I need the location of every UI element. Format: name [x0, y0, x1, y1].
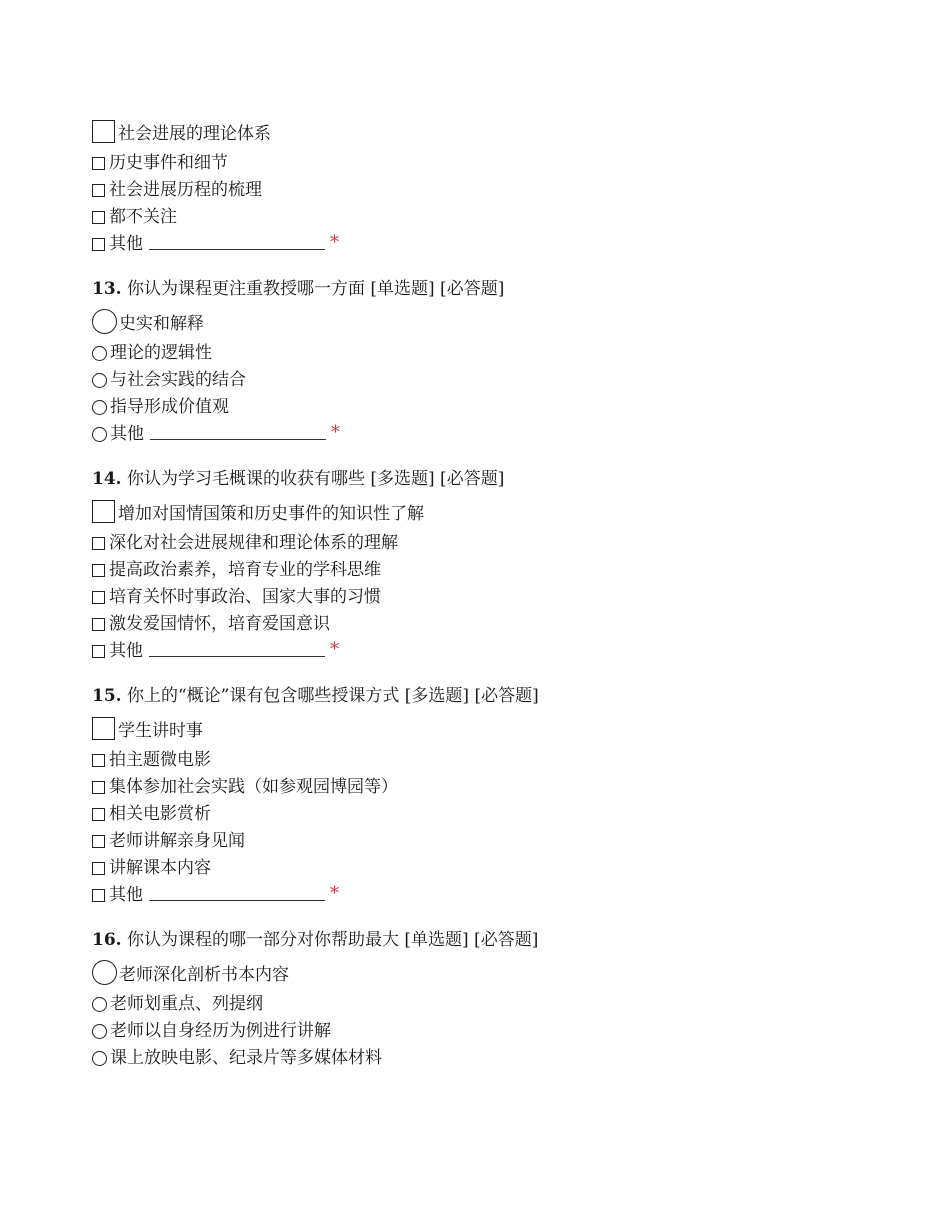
option-label: 老师划重点、列提纲	[110, 994, 263, 1014]
question-16-title	[92, 925, 912, 955]
option-row[interactable]	[92, 991, 912, 1018]
required-mark: *	[330, 232, 339, 253]
checkbox[interactable]	[92, 618, 105, 631]
question-text: 你认为学习毛概课的收获有哪些 [多选题] [必答题]	[126, 469, 505, 489]
radio[interactable]	[92, 997, 107, 1012]
question-number: 15.	[92, 686, 122, 706]
other-text-field[interactable]	[149, 233, 325, 250]
question-13-options	[92, 308, 912, 448]
checkbox[interactable]	[92, 537, 105, 550]
option-label: 历史事件和细节	[109, 153, 228, 173]
option-row[interactable]	[92, 1045, 912, 1072]
question-15-title	[92, 681, 912, 711]
option-label: 相关电影赏析	[109, 804, 211, 824]
required-mark: *	[330, 639, 339, 660]
question-number: 13.	[92, 279, 122, 299]
radio[interactable]	[92, 427, 107, 442]
option-row[interactable]	[92, 774, 912, 801]
other-text-field[interactable]	[149, 640, 325, 657]
checkbox[interactable]	[92, 211, 105, 224]
checkbox[interactable]	[92, 500, 115, 523]
question-13-title	[92, 274, 912, 304]
option-label: 培育关怀时事政治、国家大事的习惯	[109, 587, 381, 607]
option-label: 老师深化剖析书本内容	[119, 965, 289, 985]
option-row[interactable]	[92, 1018, 912, 1045]
checkbox[interactable]	[92, 781, 105, 794]
option-label: 激发爱国情怀，培育爱国意识	[109, 614, 330, 634]
question-number: 16.	[92, 930, 122, 950]
option-row[interactable]	[92, 959, 912, 991]
option-row[interactable]	[92, 394, 912, 421]
checkbox[interactable]	[92, 591, 105, 604]
radio[interactable]	[92, 1024, 107, 1039]
required-mark: *	[331, 422, 340, 443]
question-12-options	[92, 118, 912, 258]
required-mark: *	[330, 883, 339, 904]
option-row[interactable]	[92, 367, 912, 394]
checkbox[interactable]	[92, 120, 115, 143]
option-label: 集体参加社会实践（如参观园博园等）	[109, 777, 398, 797]
option-label: 学生讲时事	[118, 721, 203, 741]
option-label: 其他	[109, 641, 143, 661]
option-label: 其他	[110, 424, 144, 444]
option-label: 其他	[109, 885, 143, 905]
radio[interactable]	[92, 373, 107, 388]
option-label: 与社会实践的结合	[110, 370, 246, 390]
question-text: 你上的“概论”课有包含哪些授课方式 [多选题] [必答题]	[126, 686, 539, 706]
option-label: 讲解课本内容	[109, 858, 211, 878]
option-label: 深化对社会进展规律和理论体系的理解	[109, 533, 398, 553]
option-row[interactable]	[92, 150, 912, 177]
option-row[interactable]	[92, 747, 912, 774]
option-label: 老师讲解亲身见闻	[109, 831, 245, 851]
question-16-options	[92, 959, 912, 1072]
option-label: 其他	[109, 234, 143, 254]
question-text: 你认为课程更注重教授哪一方面 [单选题] [必答题]	[126, 279, 505, 299]
checkbox[interactable]	[92, 564, 105, 577]
checkbox[interactable]	[92, 184, 105, 197]
checkbox[interactable]	[92, 717, 115, 740]
option-label: 社会进展历程的梳理	[109, 180, 262, 200]
option-label: 指导形成价值观	[110, 397, 229, 417]
radio[interactable]	[92, 960, 117, 985]
question-14-title	[92, 464, 912, 494]
question-14-options	[92, 498, 912, 665]
option-row[interactable]	[92, 828, 912, 855]
radio[interactable]	[92, 400, 107, 415]
option-row[interactable]	[92, 308, 912, 340]
checkbox[interactable]	[92, 835, 105, 848]
option-row[interactable]	[92, 340, 912, 367]
checkbox[interactable]	[92, 808, 105, 821]
option-row-other[interactable]	[92, 421, 912, 448]
option-row[interactable]	[92, 177, 912, 204]
option-row[interactable]	[92, 557, 912, 584]
checkbox[interactable]	[92, 157, 105, 170]
option-row-other[interactable]	[92, 638, 912, 665]
option-row[interactable]	[92, 715, 912, 747]
option-row[interactable]	[92, 801, 912, 828]
checkbox[interactable]	[92, 238, 105, 251]
option-label: 史实和解释	[119, 314, 204, 334]
radio[interactable]	[92, 309, 117, 334]
option-row-other[interactable]	[92, 231, 912, 258]
option-label: 拍主题微电影	[109, 750, 211, 770]
option-row[interactable]	[92, 118, 912, 150]
question-15-options	[92, 715, 912, 909]
option-row[interactable]	[92, 855, 912, 882]
question-number: 14.	[92, 469, 122, 489]
option-label: 理论的逻辑性	[110, 343, 212, 363]
checkbox[interactable]	[92, 754, 105, 767]
option-label: 都不关注	[109, 207, 177, 227]
option-row[interactable]	[92, 530, 912, 557]
option-label: 提高政治素养，培育专业的学科思维	[109, 560, 381, 580]
option-row[interactable]	[92, 498, 912, 530]
option-row[interactable]	[92, 584, 912, 611]
checkbox[interactable]	[92, 862, 105, 875]
option-label: 课上放映电影、纪录片等多媒体材料	[110, 1048, 382, 1068]
other-text-field[interactable]	[149, 884, 325, 901]
option-label: 老师以自身经历为例进行讲解	[110, 1021, 331, 1041]
radio[interactable]	[92, 346, 107, 361]
option-label: 社会进展的理论体系	[118, 124, 271, 144]
checkbox[interactable]	[92, 889, 105, 902]
survey-page	[92, 118, 912, 1072]
option-row[interactable]	[92, 204, 912, 231]
radio[interactable]	[92, 1051, 107, 1066]
other-text-field[interactable]	[150, 423, 326, 440]
option-label: 增加对国情国策和历史事件的知识性了解	[118, 504, 424, 524]
checkbox[interactable]	[92, 645, 105, 658]
option-row-other[interactable]	[92, 882, 912, 909]
option-row[interactable]	[92, 611, 912, 638]
question-text: 你认为课程的哪一部分对你帮助最大 [单选题] [必答题]	[126, 930, 539, 950]
